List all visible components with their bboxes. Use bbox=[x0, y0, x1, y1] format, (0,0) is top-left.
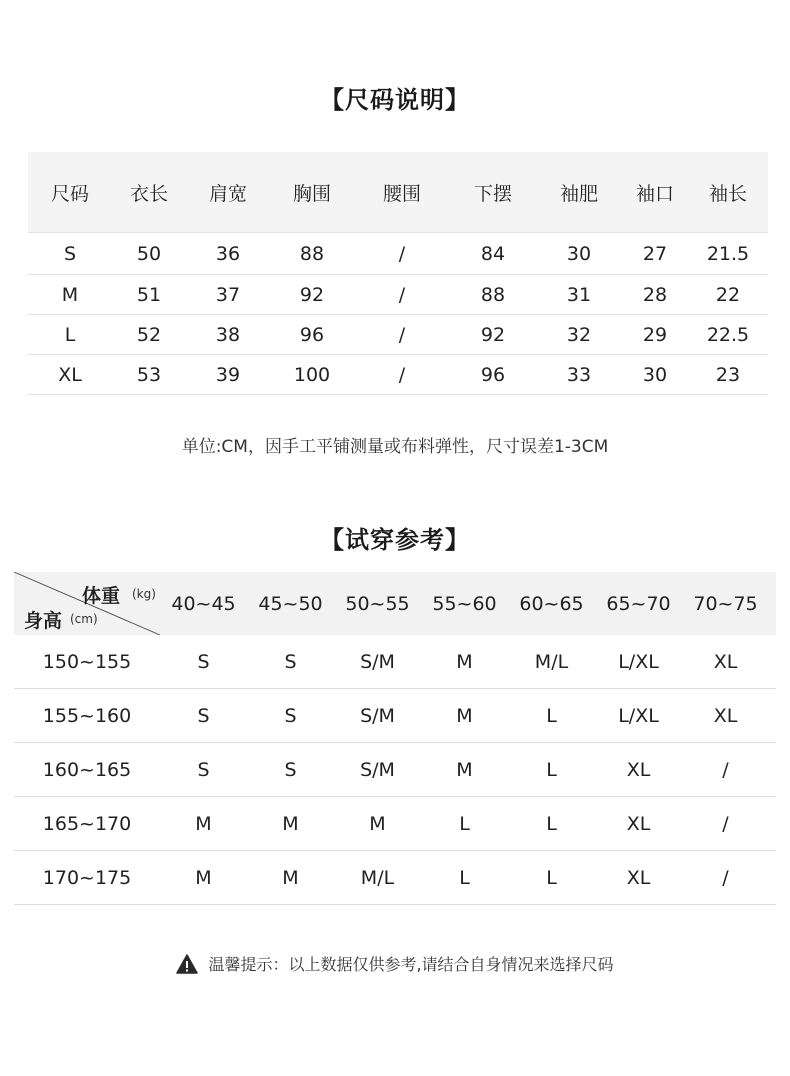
recommended-size: S/M bbox=[360, 650, 395, 673]
header-sleeve-length: 袖长 bbox=[708, 182, 747, 205]
recommended-size: M bbox=[369, 812, 386, 835]
recommended-size: / bbox=[722, 812, 729, 835]
weight-label: 体重 bbox=[82, 585, 121, 607]
height-range: 155~160 bbox=[42, 704, 132, 727]
recommended-size: M bbox=[282, 866, 299, 889]
recommended-size: S bbox=[284, 650, 297, 673]
size-label: S bbox=[63, 242, 77, 265]
recommended-size: M bbox=[456, 650, 473, 673]
weight-unit: (kg) bbox=[132, 587, 156, 601]
weight-range: 45~50 bbox=[258, 592, 323, 615]
size-label: M bbox=[61, 283, 79, 306]
size-value: 38 bbox=[215, 323, 241, 346]
header-size: 尺码 bbox=[50, 182, 89, 205]
recommended-size: S bbox=[197, 758, 210, 781]
recommended-size: S bbox=[284, 758, 297, 781]
weight-range: 60~65 bbox=[519, 592, 584, 615]
size-row bbox=[28, 275, 768, 315]
fit-reference-title: 【试穿参考】 bbox=[320, 526, 470, 554]
height-range: 165~170 bbox=[42, 812, 132, 835]
size-value: 53 bbox=[136, 363, 162, 386]
size-value: 23 bbox=[715, 363, 741, 386]
recommended-size: L bbox=[546, 812, 557, 835]
recommended-size: L bbox=[459, 812, 470, 835]
fit-row bbox=[14, 689, 776, 743]
size-value: 51 bbox=[136, 283, 162, 306]
recommended-size: XL bbox=[713, 650, 738, 673]
size-row bbox=[28, 315, 768, 355]
recommended-size: M bbox=[282, 812, 299, 835]
size-value: 100 bbox=[293, 363, 331, 386]
size-value: 32 bbox=[566, 323, 592, 346]
height-range: 170~175 bbox=[42, 866, 132, 889]
size-chart-table bbox=[28, 152, 768, 395]
size-value: / bbox=[398, 323, 406, 346]
size-value: 92 bbox=[299, 283, 325, 306]
tip-bar bbox=[0, 952, 790, 975]
size-value: 33 bbox=[566, 363, 592, 386]
recommended-size: L bbox=[546, 704, 557, 727]
recommended-size: M/L bbox=[534, 650, 569, 673]
recommended-size: XL bbox=[626, 812, 651, 835]
recommended-size: S bbox=[284, 704, 297, 727]
size-value: 39 bbox=[215, 363, 241, 386]
size-value: 37 bbox=[215, 283, 241, 306]
size-value: 29 bbox=[642, 323, 668, 346]
header-waist: 腰围 bbox=[382, 182, 421, 205]
size-value: 96 bbox=[299, 323, 325, 346]
recommended-size: XL bbox=[626, 758, 651, 781]
size-value: 52 bbox=[136, 323, 162, 346]
recommended-size: S/M bbox=[360, 758, 395, 781]
fit-row bbox=[14, 797, 776, 851]
measurement-note: 单位:CM，因手工平铺测量或布料弹性，尺寸误差1-3CM bbox=[181, 437, 609, 457]
recommended-size: XL bbox=[713, 704, 738, 727]
recommended-size: S bbox=[197, 650, 210, 673]
recommended-size: L/XL bbox=[618, 704, 659, 727]
weight-range: 65~70 bbox=[606, 592, 671, 615]
table-corner-cell bbox=[14, 572, 160, 635]
fit-row bbox=[14, 635, 776, 689]
size-row bbox=[28, 355, 768, 395]
recommended-size: M bbox=[195, 812, 212, 835]
size-value: 96 bbox=[480, 363, 506, 386]
recommended-size: M bbox=[456, 758, 473, 781]
size-row bbox=[28, 233, 768, 275]
fit-row bbox=[14, 743, 776, 797]
size-value: / bbox=[398, 363, 406, 386]
size-value: 27 bbox=[642, 242, 668, 265]
header-chest: 胸围 bbox=[292, 182, 331, 205]
size-value: 92 bbox=[480, 323, 506, 346]
fit-header-row bbox=[14, 572, 776, 635]
recommended-size: M bbox=[456, 704, 473, 727]
size-value: 31 bbox=[566, 283, 592, 306]
header-hem: 下摆 bbox=[473, 182, 512, 205]
size-label: L bbox=[64, 323, 76, 346]
size-value: 21.5 bbox=[706, 242, 750, 265]
size-value: 30 bbox=[566, 242, 592, 265]
header-cuff: 袖口 bbox=[635, 182, 674, 205]
weight-range: 50~55 bbox=[345, 592, 410, 615]
recommended-size: S/M bbox=[360, 704, 395, 727]
height-unit: (cm) bbox=[70, 612, 98, 626]
height-range: 150~155 bbox=[42, 650, 132, 673]
weight-range: 40~45 bbox=[171, 592, 236, 615]
size-value: 22 bbox=[715, 283, 741, 306]
recommended-size: L bbox=[459, 866, 470, 889]
size-value: 30 bbox=[642, 363, 668, 386]
warning-icon bbox=[176, 954, 198, 974]
size-value: 84 bbox=[480, 242, 506, 265]
size-chart-title: 【尺码说明】 bbox=[320, 86, 470, 114]
size-value: 88 bbox=[480, 283, 506, 306]
size-label: XL bbox=[58, 363, 82, 386]
recommended-size: M/L bbox=[360, 866, 395, 889]
size-value: 88 bbox=[299, 242, 325, 265]
recommended-size: L bbox=[546, 758, 557, 781]
recommended-size: / bbox=[722, 758, 729, 781]
tip-text: 温馨提示：以上数据仅供参考,请结合自身情况来选择尺码 bbox=[208, 955, 614, 974]
size-value: 50 bbox=[136, 242, 162, 265]
header-length: 衣长 bbox=[129, 182, 168, 205]
size-value: / bbox=[398, 283, 406, 306]
recommended-size: XL bbox=[626, 866, 651, 889]
recommended-size: M bbox=[195, 866, 212, 889]
size-value: 22.5 bbox=[706, 323, 750, 346]
recommended-size: / bbox=[722, 866, 729, 889]
weight-range: 55~60 bbox=[432, 592, 497, 615]
weight-range: 70~75 bbox=[693, 592, 758, 615]
size-chart-header-row bbox=[28, 152, 768, 233]
size-value: 36 bbox=[215, 242, 241, 265]
recommended-size: S bbox=[197, 704, 210, 727]
header-shoulder: 肩宽 bbox=[208, 182, 247, 205]
fit-reference-table bbox=[14, 572, 776, 905]
recommended-size: L/XL bbox=[618, 650, 659, 673]
size-value: / bbox=[398, 242, 406, 265]
height-label: 身高 bbox=[24, 610, 63, 632]
header-sleeve-width: 袖肥 bbox=[559, 182, 598, 205]
recommended-size: L bbox=[546, 866, 557, 889]
fit-row bbox=[14, 851, 776, 905]
size-value: 28 bbox=[642, 283, 668, 306]
height-range: 160~165 bbox=[42, 758, 132, 781]
